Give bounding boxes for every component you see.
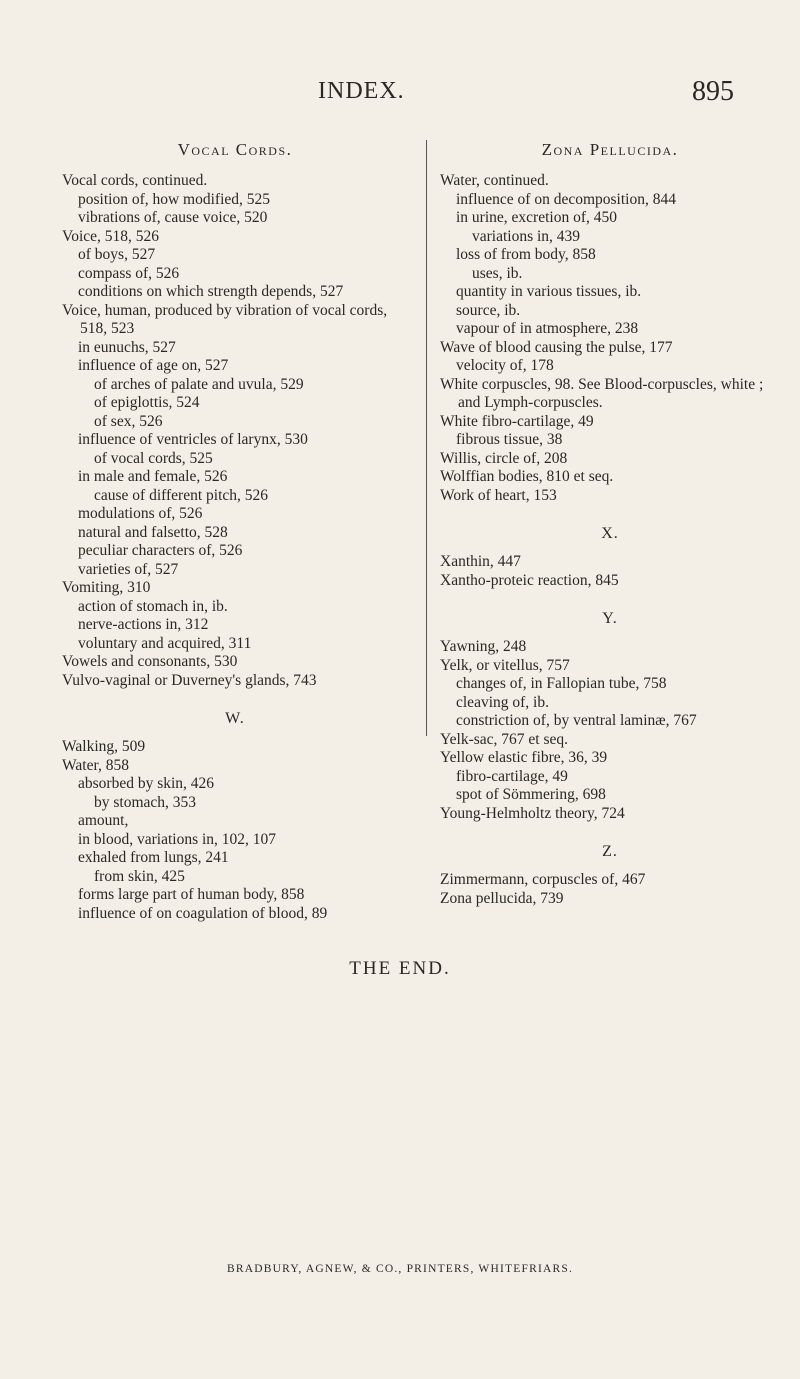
- index-entry: of epiglottis, 524: [94, 394, 200, 411]
- index-entry: influence of ventricles of larynx, 530: [78, 431, 308, 448]
- index-entry: modulations of, 526: [78, 505, 203, 522]
- index-entries-x: [440, 553, 780, 590]
- index-entries-w: [62, 738, 408, 923]
- index-entry: Zona pellucida, 739: [440, 889, 564, 907]
- index-entry: Wolffian bodies, 810 et seq.: [440, 468, 614, 485]
- index-entry: conditions on which strength depends, 527: [78, 283, 344, 300]
- index-entry: spot of Sömmering, 698: [456, 786, 606, 803]
- section-letter-w: W.: [225, 710, 245, 727]
- index-entries-w-continued: [440, 172, 780, 505]
- index-entry: position of, how modified, 525: [78, 190, 271, 208]
- index-entry: Wave of blood causing the pulse, 177: [440, 338, 673, 356]
- index-entry: absorbed by skin, 426: [78, 775, 215, 792]
- index-entry: White fibro-cartilage, 49: [440, 412, 594, 430]
- index-entry: cleaving of, ib.: [456, 693, 549, 711]
- index-entry: in male and female, 526: [78, 468, 228, 485]
- index-entry: Voice, human, produced by vibration of vocal cords, 518, 523: [62, 301, 388, 337]
- index-entry: voluntary and acquired, 311: [78, 634, 252, 652]
- index-entry: from skin, 425: [94, 867, 185, 885]
- index-entry: cause of different pitch, 526: [94, 486, 269, 504]
- index-entry: influence of on coagulation of blood, 89: [78, 904, 328, 922]
- index-entry: action of stomach in, ib.: [78, 597, 228, 615]
- index-entry: source, ib.: [456, 301, 521, 319]
- index-entry: constriction of, by ventral laminæ, 767: [456, 712, 697, 729]
- printer-imprint: BRADBURY, AGNEW, & CO., PRINTERS, WHITEFRIARS.: [226, 1263, 574, 1275]
- index-entry: White corpuscles, 98. See Blood-corpuscles, white ; and Lymph-corpuscles.: [440, 375, 764, 411]
- index-entries-z: [440, 871, 780, 908]
- index-entry: in urine, excretion of, 450: [456, 209, 617, 226]
- index-entry: of vocal cords, 525: [94, 449, 213, 467]
- index-entry: natural and falsetto, 528: [78, 523, 228, 541]
- index-entry: Vulvo-vaginal or Duverney's glands, 743: [62, 671, 317, 689]
- index-entry: vapour of in atmosphere, 238: [456, 320, 639, 337]
- left-column-heading: Vocal Cords.: [177, 140, 293, 159]
- index-entries-v: [62, 172, 408, 690]
- index-entry: Water, continued.: [440, 172, 549, 189]
- section-letter-z: Z.: [602, 843, 618, 860]
- index-entry: nerve-actions in, 312: [78, 616, 209, 633]
- index-entry: Voice, 518, 526: [62, 227, 160, 245]
- index-entry: by stomach, 353: [94, 793, 197, 811]
- index-entry: variations in, 439: [472, 227, 581, 245]
- page-header: [0, 78, 800, 118]
- index-entry: in blood, variations in, 102, 107: [78, 830, 277, 848]
- index-entry: Young-Helmholtz theory, 724: [440, 804, 625, 822]
- index-entry: loss of from body, 858: [456, 246, 596, 263]
- index-entry: in eunuchs, 527: [78, 338, 176, 356]
- left-column: [62, 140, 408, 923]
- index-entry: influence of age on, 527: [78, 357, 229, 374]
- index-entry: uses, ib.: [472, 264, 523, 282]
- index-entry: Yelk-sac, 767 et seq.: [440, 730, 569, 748]
- section-letter-x: X.: [601, 525, 619, 542]
- index-entry: Water, 858: [62, 756, 129, 774]
- index-entry: changes of, in Fallopian tube, 758: [456, 675, 667, 692]
- index-entry: Vomiting, 310: [62, 579, 151, 596]
- index-entry: of sex, 526: [94, 412, 163, 430]
- index-entries-y: [440, 638, 780, 823]
- index-entry: influence of on decomposition, 844: [456, 190, 676, 208]
- the-end: THE END.: [349, 958, 451, 979]
- index-entry: Willis, circle of, 208: [440, 449, 568, 467]
- index-entry: fibrous tissue, 38: [456, 431, 563, 448]
- index-entry: Work of heart, 153: [440, 486, 557, 504]
- index-entry: varieties of, 527: [78, 560, 179, 578]
- index-entry: Yelk, or vitellus, 757: [440, 656, 570, 674]
- index-entry: of boys, 527: [78, 246, 156, 263]
- index-entry: exhaled from lungs, 241: [78, 849, 229, 866]
- index-entry: velocity of, 178: [456, 357, 554, 374]
- page-number: 895: [692, 76, 734, 107]
- right-column: [440, 140, 780, 908]
- running-title: INDEX.: [318, 78, 405, 104]
- index-entry: amount,: [78, 812, 129, 829]
- index-entry: of arches of palate and uvula, 529: [94, 375, 304, 393]
- index-entry: quantity in various tissues, ib.: [456, 283, 642, 300]
- index-entry: Yellow elastic fibre, 36, 39: [440, 749, 608, 766]
- index-entry: compass of, 526: [78, 264, 180, 282]
- index-entry: fibro-cartilage, 49: [456, 767, 568, 785]
- index-entry: Walking, 509: [62, 738, 146, 755]
- section-letter-y: Y.: [602, 610, 618, 627]
- index-entry: Xanthin, 447: [440, 553, 521, 570]
- index-entry: vibrations of, cause voice, 520: [78, 209, 268, 226]
- right-column-heading: Zona Pellucida.: [541, 140, 679, 159]
- index-entry: peculiar characters of, 526: [78, 542, 243, 559]
- index-entry: Xantho-proteic reaction, 845: [440, 571, 619, 589]
- index-entry: Vowels and consonants, 530: [62, 653, 238, 670]
- index-entry: forms large part of human body, 858: [78, 886, 305, 903]
- index-entry: Yawning, 248: [440, 638, 527, 655]
- index-entry: Zimmermann, corpuscles of, 467: [440, 871, 646, 888]
- index-entry: Vocal cords, continued.: [62, 172, 208, 189]
- column-divider: [426, 140, 427, 736]
